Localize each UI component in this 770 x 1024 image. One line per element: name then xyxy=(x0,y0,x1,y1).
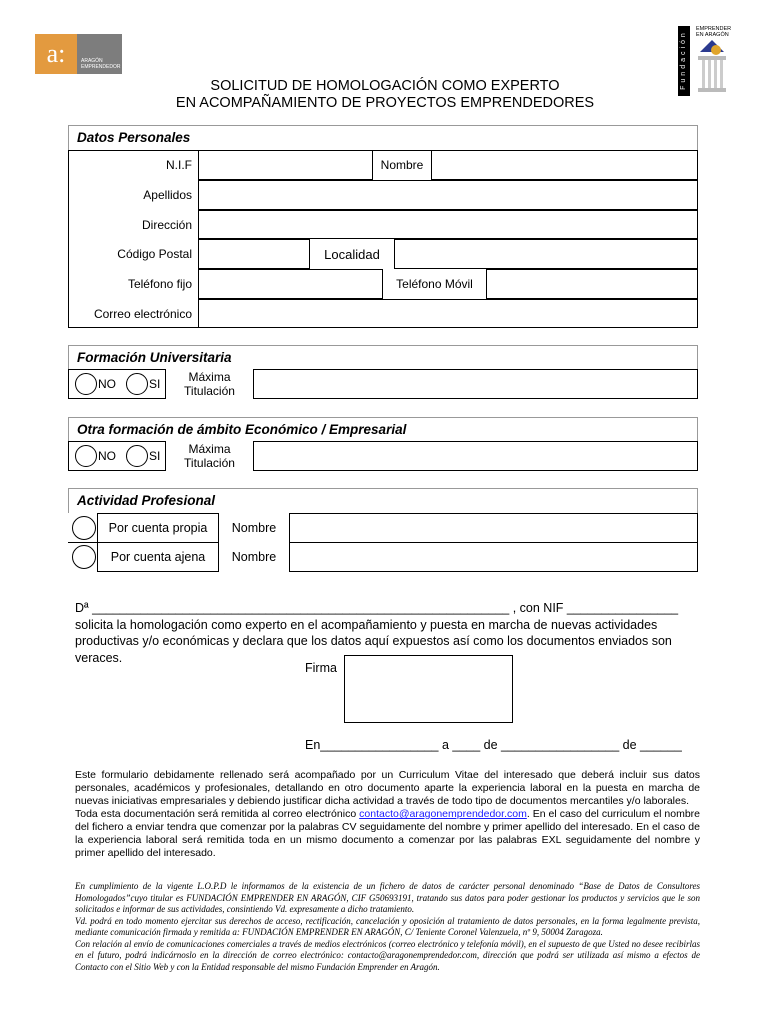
formacion-no-radio[interactable] xyxy=(75,373,97,395)
localidad-input[interactable] xyxy=(394,239,698,269)
apellidos-input[interactable] xyxy=(198,180,698,210)
logo-text-1: ARAGÓN xyxy=(81,58,103,64)
datos-personales-heading: Datos Personales xyxy=(68,125,698,150)
codigo-postal-label: Código Postal xyxy=(117,247,192,261)
direccion-input[interactable] xyxy=(198,210,698,239)
actividad-heading: Actividad Profesional xyxy=(68,488,698,513)
otra-formacion-si-radio[interactable] xyxy=(126,445,148,467)
formacion-no-label: NO xyxy=(98,377,116,391)
contacto-email-link[interactable]: contacto@aragonemprendedor.com xyxy=(359,808,527,820)
otra-formacion-maxima-label: Máxima Titulación xyxy=(184,442,235,470)
page-title: SOLICITUD DE HOMOLOGACIÓN COMO EXPERTO EN ACOMPAÑAMIENTO DE PROYECTOS EMPRENDEDORES xyxy=(175,78,595,111)
otra-formacion-no-radio[interactable] xyxy=(75,445,97,467)
direccion-label: Dirección xyxy=(141,217,192,232)
correo-label: Correo electrónico xyxy=(93,306,192,321)
legal-text: En cumplimiento de la vigente L.O.P.D le informamos de la existencia de un fichero de datos de carácter personal denominado “Base de Datos de Consultores Homologados”cuyo titular es FUNDACIÓN EMPRENDER EN ARAGÓN, CIF G50693191, tratando sus datos para poder gestionar los productos y servicios que le son solicitados e informar de sus actividades, consintiendo Vd. expresamente a dicho tratamiento. Vd. podrá en todo momento ejercitar sus derechos de acceso, rectificación, cancelación y oposición al tratamiento de datos personales, en la forma legalmente prevista, mediante comunicación firmada y remitida a: FUNDACIÓN EMPRENDER EN ARAGÓN, C/ Teniente Coronel Valenzuela, nº 9, 50004 Zaragoza. Con relación al envío de comunicaciones comerciales a través de medios electrónicos (correo electrónico y telefonía móvil), en el supuesto de que Usted no desee recibirlas en el futuro, podrá indicárnoslo en la dirección de correo electrónico: contacto@aragonemprendedor.com, dirección que podrá ser utilizada así mismo a efectos de Contacto con el Sitio Web y con la Entidad responsable del mismo Fundación Emprender en Aragón. xyxy=(75,881,700,972)
ajena-nombre-label: Nombre xyxy=(231,550,277,564)
firma-box[interactable] xyxy=(344,655,513,723)
otra-formacion-titulacion-input[interactable] xyxy=(254,441,698,471)
telefono-fijo-input[interactable] xyxy=(198,269,383,299)
ajena-nombre-input[interactable] xyxy=(290,542,698,572)
aragon-emprendedor-logo xyxy=(35,34,122,74)
localidad-label: Localidad xyxy=(324,246,380,262)
logo-text-2: EMPRENDEDOR xyxy=(81,64,121,70)
otra-formacion-heading: Otra formación de ámbito Económico / Empresarial xyxy=(68,417,698,441)
fecha-line: En_________________ a ____ de _________________ de ______ xyxy=(305,738,682,752)
formacion-titulacion-input[interactable] xyxy=(254,369,698,399)
logo-right-text-2: EN ARAGÓN xyxy=(696,32,729,38)
propia-nombre-label: Nombre xyxy=(231,520,277,535)
logo-letter: a: xyxy=(35,34,77,74)
telefono-movil-input[interactable] xyxy=(486,269,698,299)
nombre-label: Nombre xyxy=(380,158,424,172)
formacion-heading: Formación Universitaria xyxy=(68,345,698,369)
formacion-si-radio[interactable] xyxy=(126,373,148,395)
cuenta-ajena-radio[interactable] xyxy=(72,545,96,569)
apellidos-label: Apellidos xyxy=(143,188,192,202)
logo-vertical-text: Fundación xyxy=(680,30,687,90)
cuenta-ajena-label: Por cuenta ajena xyxy=(110,550,206,564)
correo-input[interactable] xyxy=(198,299,698,328)
formacion-maxima-label: Máxima Titulación xyxy=(184,370,235,398)
nif-input[interactable] xyxy=(198,150,373,180)
propia-nombre-input[interactable] xyxy=(290,513,698,542)
logo-right-text-1: EMPRENDER xyxy=(696,26,732,32)
nif-label: N.I.F xyxy=(166,158,192,172)
telefono-movil-label: Teléfono Móvil xyxy=(396,277,473,291)
cuenta-propia-radio[interactable] xyxy=(72,516,96,540)
firma-label: Firma xyxy=(305,661,337,675)
cuenta-propia-label: Por cuenta propia xyxy=(108,520,208,535)
codigo-postal-input[interactable] xyxy=(198,239,310,269)
otra-formacion-no-label: NO xyxy=(98,449,116,463)
telefono-fijo-label: Teléfono fijo xyxy=(127,277,192,291)
declaracion-text: Dª ____________________________________________________________ , con NIF ________________ solicita la homologación como experto en el acompañamiento y puesta en marcha de nuevas actividades productivas y/o económicas y declara que los datos aquí expuestos así como los documentos enviados son veraces. xyxy=(75,601,679,665)
instrucciones-text: Este formulario debidamente rellenado será acompañado por un Curriculum Vitae del interesado que deberá incluir sus datos personales, académicos y profesionales, detallando en otro documento aparte la experiencia laboral en la puesta en marcha de nuevas iniciativas empresariales y debiendo justificar dicha actividad a través de todo tipo de documentos mercantiles y/o laborales. Toda esta documentación será remitida al correo electrónico contacto@aragonemprendedor.com. En el caso del curriculum el nombre del fichero a enviar tendra que comenzar por la palabras CV seguidamente del nombre y primer apellido del interesado. En el caso de la experiencia laboral será remitida toda en un mismo documento a comenzar por las palabras EXL seguidamente del nombre y primer apellido del interesado. xyxy=(75,769,700,859)
formacion-si-label: SI xyxy=(149,377,161,391)
nombre-input[interactable] xyxy=(431,150,698,180)
otra-formacion-si-label: SI xyxy=(149,449,161,463)
